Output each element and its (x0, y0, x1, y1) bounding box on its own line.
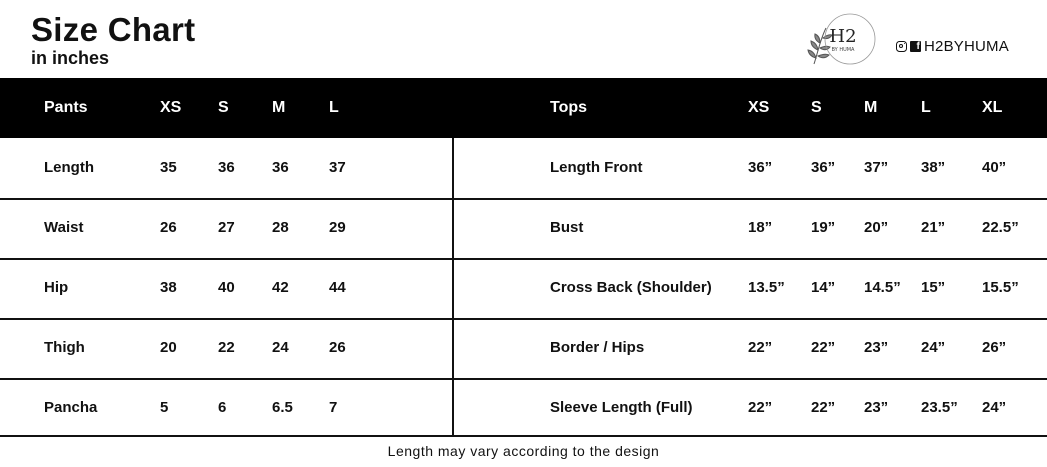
tops-value: 14.5” (864, 279, 901, 296)
tops-size-xs: XS (748, 99, 770, 116)
pants-value: 26 (329, 339, 346, 356)
tops-value: 36” (748, 159, 773, 176)
table-header-band (0, 78, 1047, 138)
page-title: Size Chart (31, 11, 196, 48)
pants-value: 5 (160, 399, 169, 416)
pants-value: 6 (218, 399, 227, 416)
pants-value: 35 (160, 159, 177, 176)
pants-value: 40 (218, 279, 235, 296)
tops-value: 13.5” (748, 279, 785, 296)
tops-value: 14” (811, 279, 836, 296)
tops-size-xl: XL (982, 99, 1003, 116)
tops-heading: Tops (550, 99, 588, 116)
tops-value: 23” (864, 339, 889, 356)
pants-value: 26 (160, 219, 177, 236)
logo-subtext: BY HUMA (831, 47, 855, 53)
column-divider (452, 138, 454, 436)
tops-value: 22” (748, 399, 773, 416)
tops-value: 40” (982, 159, 1007, 176)
pants-value: 37 (329, 159, 346, 176)
pants-row-label: Thigh (44, 339, 85, 356)
leaf-icon (808, 28, 832, 64)
tops-value: 15.5” (982, 279, 1019, 296)
tops-value: 21” (921, 219, 946, 236)
tops-value: 18” (748, 219, 773, 236)
tops-row-label: Border / Hips (550, 339, 645, 356)
page-subtitle: in inches (31, 48, 110, 68)
row-divider (0, 318, 1047, 320)
pants-value: 22 (218, 339, 235, 356)
tops-row-label: Sleeve Length (Full) (550, 399, 693, 416)
pants-value: 27 (218, 219, 235, 236)
tops-size-l: L (921, 99, 931, 116)
pants-size-l: L (329, 99, 339, 116)
tops-value: 26” (982, 339, 1007, 356)
pants-row-label: Pancha (44, 399, 98, 416)
social-handle-group[interactable] (896, 37, 1009, 55)
tops-value: 23.5” (921, 399, 958, 416)
pants-row-label: Hip (44, 279, 69, 296)
logo-text: H2 (829, 26, 857, 47)
pants-value: 36 (272, 159, 289, 176)
pants-heading: Pants (44, 99, 88, 116)
social-handle: H2BYHUMA (924, 37, 1009, 55)
tops-row-label: Cross Back (Shoulder) (550, 279, 712, 296)
row-divider (0, 378, 1047, 380)
pants-size-m: M (272, 99, 286, 116)
row-divider (0, 258, 1047, 260)
pants-row-label: Length (44, 159, 94, 176)
tops-value: 37” (864, 159, 889, 176)
tops-size-m: M (864, 99, 878, 116)
pants-value: 29 (329, 219, 346, 236)
footer-note: Length may vary according to the design (387, 443, 660, 459)
tops-size-s: S (811, 99, 822, 116)
pants-value: 44 (329, 279, 346, 296)
pants-value: 28 (272, 219, 289, 236)
pants-value: 7 (329, 399, 338, 416)
pants-size-s: S (218, 99, 229, 116)
tops-value: 38” (921, 159, 946, 176)
pants-value: 42 (272, 279, 289, 296)
tops-value: 22” (811, 399, 836, 416)
pants-value: 6.5 (272, 399, 293, 416)
row-divider (0, 435, 1047, 437)
instagram-icon[interactable] (896, 41, 907, 52)
tops-value: 22” (748, 339, 773, 356)
tops-row-label: Bust (550, 219, 584, 236)
tops-value: 36” (811, 159, 836, 176)
pants-row-label: Waist (44, 219, 84, 236)
facebook-icon[interactable]: f (910, 41, 921, 52)
tops-value: 24” (921, 339, 946, 356)
pants-value: 38 (160, 279, 177, 296)
tops-value: 23” (864, 399, 889, 416)
pants-value: 36 (218, 159, 235, 176)
tops-row-label: Length Front (550, 159, 643, 176)
pants-value: 20 (160, 339, 177, 356)
brand-logo (806, 12, 878, 70)
pants-size-xs: XS (160, 99, 182, 116)
tops-value: 15” (921, 279, 946, 296)
tops-value: 20” (864, 219, 889, 236)
tops-value: 22.5” (982, 219, 1019, 236)
pants-value: 24 (272, 339, 289, 356)
row-divider (0, 198, 1047, 200)
tops-value: 19” (811, 219, 836, 236)
tops-value: 22” (811, 339, 836, 356)
tops-value: 24” (982, 399, 1007, 416)
